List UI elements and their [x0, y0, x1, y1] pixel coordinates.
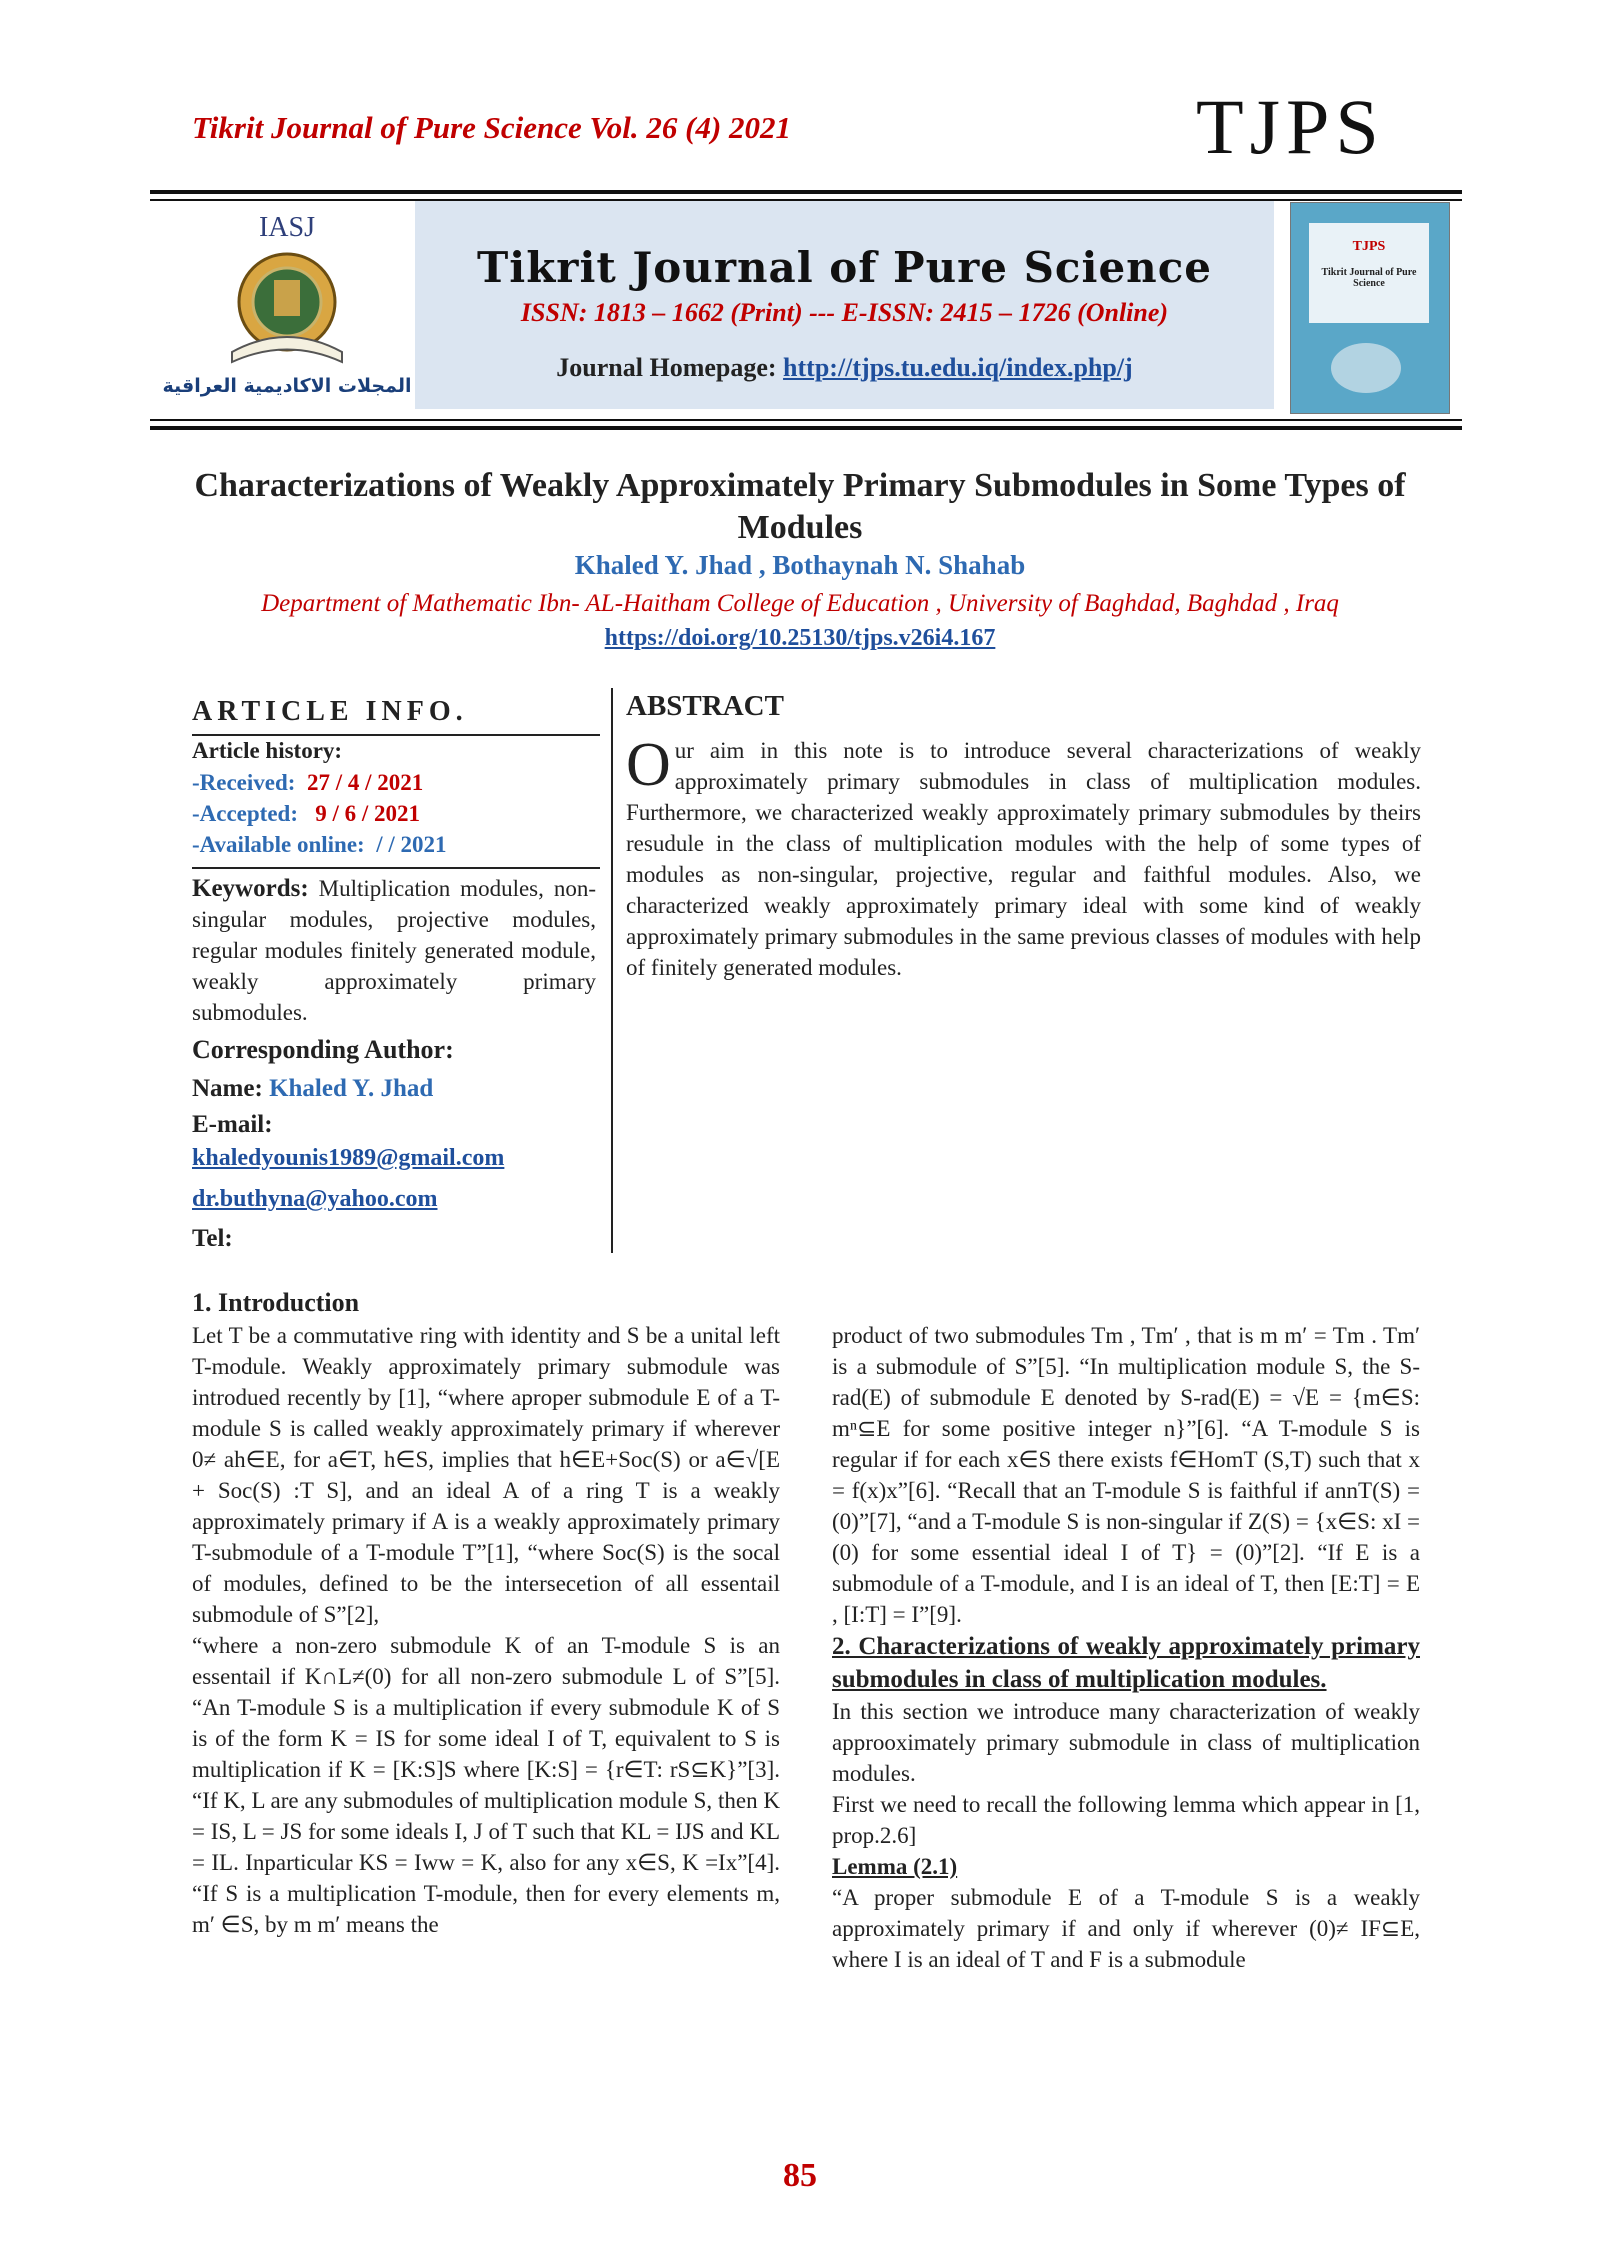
page-number: 85 [783, 2157, 817, 2194]
journal-brand: TJPS [1196, 83, 1385, 170]
banner-center [415, 201, 1274, 409]
banner-homepage: Journal Homepage: http://tjps.tu.edu.iq/index.php/j [556, 353, 1133, 382]
section-2-heading: 2. Characterizations of weakly approximately primary submodules in class of multiplication modules. [832, 1633, 1420, 1693]
corresponding-label: Corresponding Author: [192, 1035, 454, 1064]
journal-cover-image [1290, 202, 1450, 414]
cover-panel [1309, 223, 1429, 323]
iasj-logo [162, 202, 412, 412]
online-row: -Available online: / / 2021 [192, 832, 447, 857]
lemma-heading: Lemma (2.1) [832, 1854, 958, 1879]
section-1-heading: 1. Introduction [192, 1288, 360, 1317]
paper-affiliation: Department of Mathematic Ibn- AL-Haitham College of Education , University of Baghdad, Baghdad , Iraq [261, 590, 1339, 617]
section-2-paragraph-1: In this section we introduce many characterization of weakly approoximately primary submodule in class of multiplication modules. [832, 1699, 1420, 1786]
abstract-heading: ABSTRACT [626, 690, 784, 722]
section-2-paragraph-2: First we need to recall the following lemma which appear in [1, prop.2.6] [832, 1792, 1420, 1848]
intro-paragraph-3: product of two submodules Tm , Tm′ , that is m m′ = Tm . Tm′ is a submodule of S”[5]. “In multiplication module S, the S-rad(E) of submodule E denoted by S-rad(E) = √E = {m∈S: mⁿ⊆E for some positive integer n}”[6]. “A T-module S is regular if for each x∈S there exists f∈HomT (S,T) such that x = f(x)x”[6]. “Recall that an T-module S is faithful if annT(S) = (0)”[7], “and a T-module S is non-singular if Z(S) = {x∈S: xI = (0) for some essential ideal I of T} = (0)”[2]. “If E is a submodule of a T-module, and I is an ideal of T, then [E:T] = E , [I:T] = I”[9]. [832, 1323, 1420, 1627]
author-name-row: Name: Khaled Y. Jhad [192, 1075, 434, 1102]
drop-cap: O [626, 731, 671, 799]
keywords-block: Keywords: Multiplication modules, non-singular modules, projective modules, regular modules finitely generated module, weakly approximately primary submodules. [192, 875, 596, 1025]
body-column-right [832, 1320, 1420, 1975]
logo-arabic: المجلات الاكاديمية العراقية [162, 375, 412, 397]
email-label: E-mail: [192, 1111, 273, 1138]
body-column-left [192, 1320, 780, 1940]
abstract-text: Our aim in this note is to introduce several characterizations of weakly approximately primary submodules in class of multiplication modules. Furthermore, we characterized weakly approximately primary submodules by theirs resudule in the class of multiplication modules with the help of some types of modules as non-singular, projective, regular and faithful modules. Also, we characterized weakly approximately primary ideal with some kind of weakly approximately primary submodules in the same previous classes of modules with help of finitely generated modules. [626, 731, 1421, 980]
banner-journal-title: Tikrit Journal of Pure Science [477, 243, 1212, 292]
journal-volume-line: Tikrit Journal of Pure Science Vol. 26 (4) 2021 [192, 110, 792, 145]
email-1: khaledyounis1989@gmail.com [192, 1145, 505, 1171]
intro-paragraph-1: Let T be a commutative ring with identity and S be a unital left T-module. Weakly approximately primary submodule was introdued recently by [1], “where aproper submodule E of a T-module S is called weakly approximately primary if wherever 0≠ ah∈E, for a∈T, h∈S, implies that h∈E+Soc(S) or a∈√[E + Soc(S) :T S], and an ideal A of a ring T is a weakly approximately primary if A is a weakly approximately primary T-submodule of a T-module T”[1], “where Soc(S) is the socal of modules, defined to be the intersecetion of all essentail submodule of S”[2], [192, 1323, 780, 1627]
paper-doi [0, 625, 1600, 652]
received-row: -Received: 27 / 4 / 2021 [192, 770, 424, 795]
email-2: dr.buthyna@yahoo.com [192, 1186, 438, 1212]
logo-text: IASJ [258, 212, 316, 243]
intro-paragraph-2: “where a non-zero submodule K of an T-module S is an essentail if K∩L≠(0) for all non-zero submodule L of S”[5]. “An T-module S is a multiplication if every submodule K of S is of the form K = IS for some ideal I of T, equivalent to S is multiplication if K = [K:S]S where [K:S] = {r∈T: rS⊆K}”[3]. “If K, L are any submodules of multiplication module S, then K = IS, L = JS for some ideals I, J of T such that KL = IJS and KL = IL. Inparticular KS = Iww = K, also for any x∈S, K =Ix”[4]. “If S is a multiplication T-module, then for every elements m, m′ ∈S, by m m′ means the [192, 1633, 780, 1937]
journal-banner [150, 190, 1462, 430]
homepage-link[interactable]: http://tjps.tu.edu.iq/index.php/j [783, 353, 1133, 382]
article-history-label: Article history: [192, 738, 343, 763]
paper-title: Characterizations of Weakly Approximately Primary Submodules in Some Types of Modules [194, 467, 1406, 546]
keywords-rule [192, 867, 600, 869]
cover-emblem [1331, 343, 1401, 393]
lemma-text: “A proper submodule E of a T-module S is a weakly approximately primary if and only if wherever (0)≠ IF⊆E, where I is an ideal of T and F is a submodule [832, 1885, 1420, 1972]
article-info-heading: ARTICLE INFO. [192, 696, 468, 727]
doi-link[interactable]: https://doi.org/10.25130/tjps.v26i4.167 [604, 625, 996, 651]
banner-issn: ISSN: 1813 – 1662 (Print) --- E-ISSN: 2415 – 1726 (Online) [520, 298, 1169, 327]
cover-subtitle: Tikrit Journal of Pure Science [1321, 267, 1417, 289]
tel-label: Tel: [192, 1225, 233, 1252]
column-divider [611, 688, 613, 1253]
paper-authors: Khaled Y. Jhad , Bothaynah N. Shahab [574, 550, 1026, 580]
article-info-rule [192, 734, 600, 736]
cover-title: TJPS [1352, 239, 1386, 254]
accepted-row: -Accepted: 9 / 6 / 2021 [192, 801, 421, 826]
